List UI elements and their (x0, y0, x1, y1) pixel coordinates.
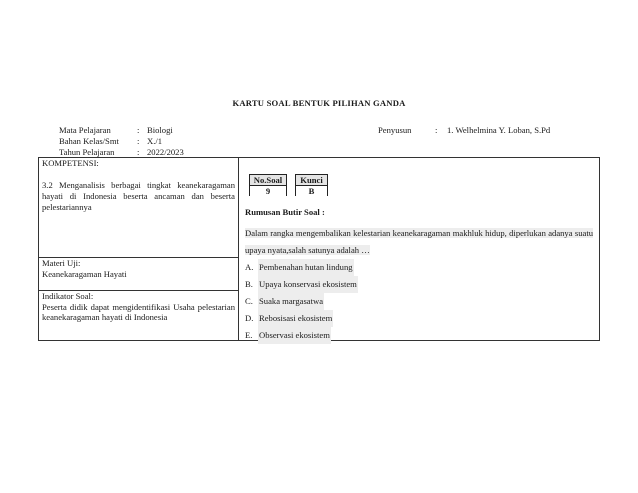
option-letter: E. (245, 330, 253, 340)
option-letter: B. (245, 279, 253, 289)
class-row (59, 136, 184, 147)
subject-label: Mata Pelajaran (59, 125, 111, 135)
subject-row (59, 125, 184, 136)
subject-colon: : (137, 125, 140, 135)
class-value: X./1 (147, 136, 163, 146)
answer-key-value: B (296, 186, 327, 196)
indicator-text: Peserta didik dapat mengidentifikasi Usaha pelestarian keanekaragaman hayati di Indonesia (42, 302, 235, 322)
material-cell (39, 257, 238, 290)
question-number-box (249, 174, 287, 196)
material-heading: Materi Uji: (42, 258, 81, 268)
indicator-heading: Indikator Soal: (42, 291, 94, 301)
question-card-table (38, 157, 600, 341)
left-column (39, 158, 239, 340)
year-colon: : (137, 147, 140, 157)
author-info (378, 125, 550, 136)
class-colon: : (137, 136, 140, 146)
option-letter: D. (245, 313, 254, 323)
option-text: Observasi ekosistem (258, 327, 331, 344)
answer-options (245, 259, 358, 344)
option-b (245, 276, 358, 293)
year-label: Tahun Pelajaran (59, 147, 115, 157)
competency-cell (39, 158, 238, 257)
question-text (245, 225, 593, 259)
answer-key-label: Kunci (296, 175, 327, 186)
question-number-label: No.Soal (250, 175, 286, 186)
question-number-value: 9 (250, 186, 286, 196)
question-formulation-label: Rumusan Butir Soal : (245, 207, 325, 217)
option-letter: C. (245, 296, 253, 306)
page-title: KARTU SOAL BENTUK PILIHAN GANDA (232, 98, 406, 108)
option-c (245, 293, 358, 310)
option-letter: A. (245, 262, 254, 272)
answer-key-box (295, 174, 328, 196)
option-text: Upaya konservasi ekosistem (258, 276, 358, 293)
competency-heading: KOMPETENSI: (42, 158, 99, 168)
competency-text: 3.2 Menganalisis berbagai tingkat keanekaragaman hayati di Indonesia beserta ancaman dan beserta pelestariannya (42, 180, 235, 212)
option-text: Pembenahan hutan lindung (258, 259, 354, 276)
subject-value: Biologi (147, 125, 173, 135)
class-label: Bahan Kelas/Smt (59, 136, 119, 146)
author-value: 1. Welhelmina Y. Loban, S.Pd (447, 125, 551, 135)
option-d (245, 310, 358, 327)
subject-info (59, 125, 184, 158)
author-colon: : (435, 125, 438, 135)
author-row (378, 125, 550, 136)
option-text: Suaka margasatwa (258, 293, 324, 310)
option-e (245, 327, 358, 344)
author-label: Penyusun (378, 125, 412, 135)
option-text: Rebosisasi ekosistem (258, 310, 333, 327)
option-a (245, 259, 358, 276)
year-value: 2022/2023 (147, 147, 184, 157)
indicator-cell (39, 290, 238, 340)
question-text-content: Dalam rangka mengembalikan kelestarian keanekaragaman makhluk hidup, diperlukan adanya suatu upaya nyata,salah satunya adalah … (245, 228, 593, 255)
material-text: Keanekaragaman Hayati (42, 269, 127, 279)
right-column (239, 158, 599, 340)
